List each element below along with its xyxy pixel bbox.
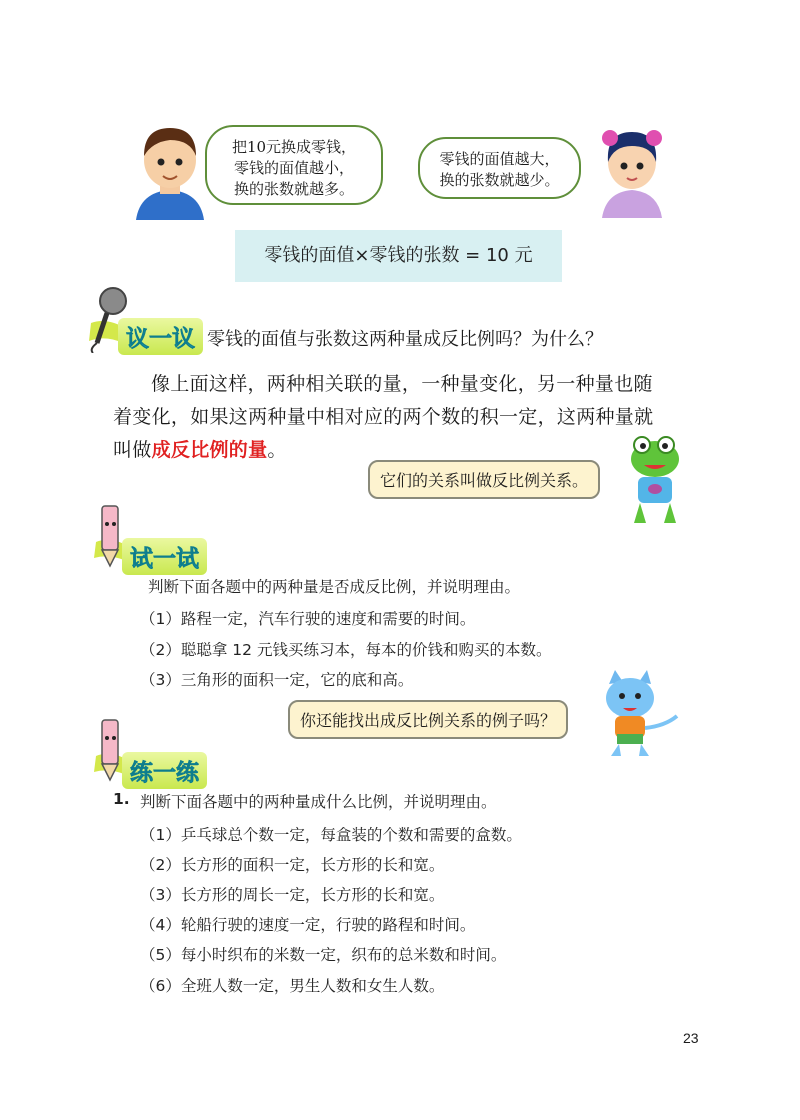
page-number: 23 [683,1030,699,1046]
try-item: （3）三角形的面积一定，它的底和高。 [140,671,414,689]
bubble-line: 零钱的面值越小， [233,159,354,177]
cat-illustration [585,668,685,758]
frog-speech-bubble: 它们的关系叫做反比例关系。 [368,460,600,499]
discuss-title: 议一议 [118,318,203,355]
bubble-line: 把10元换成零钱， [231,138,357,156]
key-term: 成反比例的量 [151,439,268,461]
practice-question-number: 1. [113,790,130,808]
girl-speech-bubble [418,137,581,199]
definition-prefix: 叫做 [113,439,152,461]
definition-suffix: 。 [267,439,287,461]
discuss-question: 零钱的面值与张数这两种量成反比例吗？为什么？ [207,329,603,350]
definition-line: 着变化，如果这两种量中相对应的两个数的积一定，这两种量就 [113,406,654,428]
definition-line: 像上面这样，两种相关联的量，一种量变化，另一种量也随 [151,373,653,395]
practice-item: （5）每小时织布的米数一定，织布的总米数和时间。 [140,946,507,964]
bubble-line: 换的张数就越多。 [233,180,354,198]
definition-paragraph [113,368,693,467]
practice-intro: 判断下面各题中的两种量成什么比例，并说明理由。 [140,793,497,811]
try-title: 试一试 [122,538,207,575]
practice-item: （3）长方形的周长一定，长方形的长和宽。 [140,886,445,904]
try-intro: 判断下面各题中的两种量是否成反比例，并说明理由。 [148,578,521,596]
formula-box: 零钱的面值×零钱的张数 = 10 元 [235,230,562,282]
practice-item: （4）轮船行驶的速度一定，行驶的路程和时间。 [140,916,476,934]
try-item: （2）聪聪拿 12 元钱买练习本，每本的价钱和购买的本数。 [140,641,552,659]
cat-speech-bubble: 你还能找出成反比例关系的例子吗？ [288,700,568,739]
try-item: （1）路程一定，汽车行驶的速度和需要的时间。 [140,610,476,628]
practice-item: （1）乒乓球总个数一定，每盒装的个数和需要的盒数。 [140,826,522,844]
frog-illustration [620,435,690,527]
bubble-line: 零钱的面值越大， [439,150,560,168]
boy-speech-bubble [205,125,383,205]
boy-illustration [130,120,210,220]
bubble-line: 换的张数就越少。 [439,171,560,189]
practice-title: 练一练 [122,752,207,789]
practice-item: （6）全班人数一定，男生人数和女生人数。 [140,977,445,995]
practice-item: （2）长方形的面积一定，长方形的长和宽。 [140,856,445,874]
girl-illustration [596,122,668,218]
